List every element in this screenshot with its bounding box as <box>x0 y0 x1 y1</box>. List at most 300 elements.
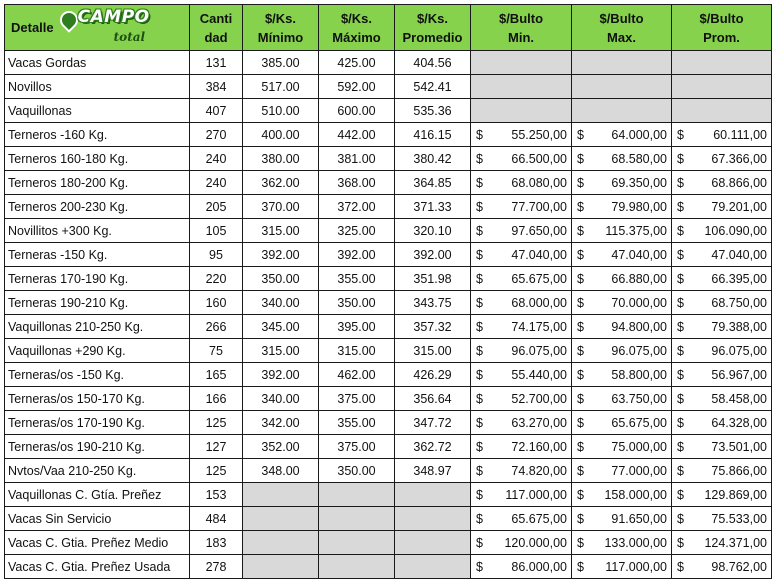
cell-detalle: Terneras 190-210 Kg. <box>5 291 190 315</box>
currency-symbol: $ <box>677 487 684 502</box>
cell-bulto-max <box>572 291 672 315</box>
cell-kg-max: 368.00 <box>319 171 395 195</box>
currency-symbol: $ <box>476 463 483 478</box>
cell-cantidad: 125 <box>190 459 243 483</box>
cell-kg-prom: 347.72 <box>395 411 471 435</box>
table-row <box>5 147 772 171</box>
cell-value: 68.866,00 <box>711 175 767 190</box>
cell-kg-prom: 535.36 <box>395 99 471 123</box>
cell-kg-max: 350.00 <box>319 459 395 483</box>
currency-symbol: $ <box>577 391 584 406</box>
cell-value: 65.675,00 <box>511 271 567 286</box>
currency-symbol: $ <box>577 367 584 382</box>
cell-value: 98.762,00 <box>711 559 767 574</box>
currency-symbol: $ <box>677 511 684 526</box>
cell-value: 47.040,00 <box>711 247 767 262</box>
currency-symbol: $ <box>677 439 684 454</box>
table-row <box>5 339 772 363</box>
currency-symbol: $ <box>677 367 684 382</box>
table-row <box>5 171 772 195</box>
cell-bulto-min <box>471 171 572 195</box>
cell-value: 58.800,00 <box>611 367 667 382</box>
header-kg-max-line1: $/Ks. <box>340 10 373 26</box>
cell-bulto-min-empty <box>471 99 572 123</box>
cell-bulto-prom <box>672 339 772 363</box>
currency-symbol: $ <box>577 223 584 238</box>
cell-cantidad: 160 <box>190 291 243 315</box>
cell-kg-min: 380.00 <box>243 147 319 171</box>
cell-kg-min-empty <box>243 483 319 507</box>
cell-value: 97.650,00 <box>511 223 567 238</box>
cell-bulto-prom <box>672 507 772 531</box>
cell-kg-min: 370.00 <box>243 195 319 219</box>
campo-total-logo <box>60 6 150 47</box>
header-kg-prom-line2: Promedio <box>402 29 463 45</box>
cell-bulto-max <box>572 435 672 459</box>
cell-kg-min: 348.00 <box>243 459 319 483</box>
cell-detalle: Terneras 170-190 Kg. <box>5 267 190 291</box>
cell-kg-prom: 371.33 <box>395 195 471 219</box>
cell-cantidad: 75 <box>190 339 243 363</box>
cell-value: 47.040,00 <box>611 247 667 262</box>
cell-bulto-prom <box>672 363 772 387</box>
cell-value: 60.111,00 <box>713 127 767 142</box>
currency-symbol: $ <box>577 463 584 478</box>
cell-bulto-max <box>572 459 672 483</box>
cell-kg-max: 375.00 <box>319 387 395 411</box>
price-table <box>4 4 772 579</box>
cell-kg-prom-empty <box>395 531 471 555</box>
cell-kg-min: 352.00 <box>243 435 319 459</box>
cell-kg-prom: 320.10 <box>395 219 471 243</box>
cell-bulto-max <box>572 555 672 579</box>
cell-kg-prom: 392.00 <box>395 243 471 267</box>
cell-kg-min: 392.00 <box>243 243 319 267</box>
currency-symbol: $ <box>476 319 483 334</box>
cell-value: 65.675,00 <box>611 415 667 430</box>
cell-bulto-max <box>572 531 672 555</box>
cell-kg-prom: 404.56 <box>395 51 471 75</box>
cell-value: 91.650,00 <box>611 511 667 526</box>
cell-detalle: Vaquillonas +290 Kg. <box>5 339 190 363</box>
currency-symbol: $ <box>577 175 584 190</box>
cell-detalle: Novillitos +300 Kg. <box>5 219 190 243</box>
table-row <box>5 483 772 507</box>
header-kg-prom <box>395 5 471 51</box>
cell-value: 74.820,00 <box>511 463 567 478</box>
cell-value: 64.000,00 <box>611 127 667 142</box>
currency-symbol: $ <box>577 415 584 430</box>
currency-symbol: $ <box>476 247 483 262</box>
cell-kg-prom: 362.72 <box>395 435 471 459</box>
table-row <box>5 507 772 531</box>
cell-bulto-max <box>572 195 672 219</box>
currency-symbol: $ <box>476 151 483 166</box>
cell-kg-max: 425.00 <box>319 51 395 75</box>
currency-symbol: $ <box>577 343 584 358</box>
header-detalle-label: Detalle <box>11 20 54 35</box>
currency-symbol: $ <box>476 175 483 190</box>
cell-detalle: Terneros 180-200 Kg. <box>5 171 190 195</box>
cell-kg-min-empty <box>243 507 319 531</box>
currency-symbol: $ <box>677 391 684 406</box>
cell-value: 77.700,00 <box>511 199 567 214</box>
header-row <box>5 5 772 51</box>
cell-kg-prom: 315.00 <box>395 339 471 363</box>
currency-symbol: $ <box>577 511 584 526</box>
cell-value: 75.533,00 <box>711 511 767 526</box>
cell-kg-max: 315.00 <box>319 339 395 363</box>
header-bulto-max <box>572 5 672 51</box>
cell-bulto-prom <box>672 171 772 195</box>
cell-kg-max: 375.00 <box>319 435 395 459</box>
cell-bulto-prom <box>672 147 772 171</box>
cell-kg-prom: 356.64 <box>395 387 471 411</box>
cell-kg-max: 600.00 <box>319 99 395 123</box>
cell-bulto-min <box>471 363 572 387</box>
cell-value: 96.075,00 <box>711 343 767 358</box>
currency-symbol: $ <box>677 151 684 166</box>
cell-bulto-prom <box>672 315 772 339</box>
cell-bulto-prom <box>672 483 772 507</box>
cell-cantidad: 270 <box>190 123 243 147</box>
cell-kg-prom: 348.97 <box>395 459 471 483</box>
header-kg-min <box>243 5 319 51</box>
table-row <box>5 243 772 267</box>
cell-bulto-prom <box>672 243 772 267</box>
cell-detalle: Vaquillonas <box>5 99 190 123</box>
cell-detalle: Vacas C. Gtia. Preñez Medio <box>5 531 190 555</box>
cell-detalle: Terneras/os 150-170 Kg. <box>5 387 190 411</box>
header-bulto-prom-line1: $/Bulto <box>699 10 744 26</box>
cell-value: 79.388,00 <box>711 319 767 334</box>
cell-bulto-prom-empty <box>672 99 772 123</box>
currency-symbol: $ <box>476 367 483 382</box>
cell-value: 124.371,00 <box>704 535 767 550</box>
cell-bulto-max <box>572 243 672 267</box>
cell-kg-max-empty <box>319 507 395 531</box>
table-row <box>5 123 772 147</box>
cell-bulto-min <box>471 243 572 267</box>
cell-value: 74.175,00 <box>511 319 567 334</box>
currency-symbol: $ <box>577 319 584 334</box>
cell-value: 96.075,00 <box>611 343 667 358</box>
table-row <box>5 291 772 315</box>
cell-value: 96.075,00 <box>511 343 567 358</box>
cell-bulto-min <box>471 435 572 459</box>
cell-bulto-max <box>572 387 672 411</box>
currency-symbol: $ <box>677 223 684 238</box>
table-row <box>5 531 772 555</box>
cell-kg-min: 340.00 <box>243 387 319 411</box>
price-table-container <box>4 4 772 579</box>
cell-value: 55.250,00 <box>511 127 567 142</box>
cell-bulto-prom-empty <box>672 75 772 99</box>
cell-kg-prom: 343.75 <box>395 291 471 315</box>
cell-kg-min: 510.00 <box>243 99 319 123</box>
cell-kg-max-empty <box>319 531 395 555</box>
cell-bulto-prom <box>672 387 772 411</box>
currency-symbol: $ <box>476 535 483 550</box>
cell-detalle: Terneras -150 Kg. <box>5 243 190 267</box>
cell-kg-min-empty <box>243 531 319 555</box>
table-row <box>5 315 772 339</box>
cell-cantidad: 127 <box>190 435 243 459</box>
cell-bulto-min <box>471 459 572 483</box>
header-bulto-max-line1: $/Bulto <box>599 10 644 26</box>
cell-bulto-max-empty <box>572 51 672 75</box>
header-cantidad-line1: Canti <box>199 10 233 26</box>
cell-bulto-prom <box>672 459 772 483</box>
cell-kg-prom: 426.29 <box>395 363 471 387</box>
table-row <box>5 435 772 459</box>
cell-bulto-min <box>471 555 572 579</box>
cell-bulto-max-empty <box>572 75 672 99</box>
table-row <box>5 459 772 483</box>
cell-value: 66.500,00 <box>511 151 567 166</box>
cell-value: 120.000,00 <box>504 535 567 550</box>
cell-kg-max: 462.00 <box>319 363 395 387</box>
table-row <box>5 51 772 75</box>
currency-symbol: $ <box>577 559 584 574</box>
cell-cantidad: 240 <box>190 171 243 195</box>
cell-cantidad: 165 <box>190 363 243 387</box>
cell-value: 47.040,00 <box>511 247 567 262</box>
currency-symbol: $ <box>577 151 584 166</box>
cell-bulto-min <box>471 195 572 219</box>
currency-symbol: $ <box>677 271 684 286</box>
currency-symbol: $ <box>577 295 584 310</box>
cell-value: 73.501,00 <box>711 439 767 454</box>
cell-bulto-min <box>471 291 572 315</box>
cell-cantidad: 220 <box>190 267 243 291</box>
currency-symbol: $ <box>677 199 684 214</box>
cell-kg-min: 345.00 <box>243 315 319 339</box>
currency-symbol: $ <box>476 343 483 358</box>
currency-symbol: $ <box>476 487 483 502</box>
currency-symbol: $ <box>476 415 483 430</box>
cell-cantidad: 384 <box>190 75 243 99</box>
cell-cantidad: 407 <box>190 99 243 123</box>
cell-kg-min: 342.00 <box>243 411 319 435</box>
cell-bulto-min <box>471 219 572 243</box>
cell-value: 70.000,00 <box>611 295 667 310</box>
cell-kg-max-empty <box>319 555 395 579</box>
cell-cantidad: 266 <box>190 315 243 339</box>
table-row <box>5 387 772 411</box>
cell-value: 66.395,00 <box>711 271 767 286</box>
cell-bulto-prom <box>672 411 772 435</box>
cell-detalle: Terneros 160-180 Kg. <box>5 147 190 171</box>
currency-symbol: $ <box>677 343 684 358</box>
cell-detalle: Vacas C. Gtia. Preñez Usada <box>5 555 190 579</box>
cell-detalle: Terneros 200-230 Kg. <box>5 195 190 219</box>
cell-bulto-max <box>572 123 672 147</box>
header-kg-prom-line1: $/Ks. <box>416 10 449 26</box>
cell-bulto-prom <box>672 195 772 219</box>
cell-value: 67.366,00 <box>711 151 767 166</box>
cell-value: 58.458,00 <box>711 391 767 406</box>
cell-value: 68.580,00 <box>611 151 667 166</box>
cell-kg-prom: 351.98 <box>395 267 471 291</box>
currency-symbol: $ <box>677 247 684 262</box>
cell-value: 133.000,00 <box>604 535 667 550</box>
currency-symbol: $ <box>677 463 684 478</box>
currency-symbol: $ <box>677 319 684 334</box>
header-kg-min-line2: Mínimo <box>257 29 304 45</box>
currency-symbol: $ <box>577 535 584 550</box>
cell-kg-max-empty <box>319 483 395 507</box>
header-bulto-prom-line2: Prom. <box>703 29 740 45</box>
cell-value: 68.080,00 <box>511 175 567 190</box>
logo-word-campo: CAMPO <box>77 6 150 27</box>
cell-kg-prom: 380.42 <box>395 147 471 171</box>
cell-kg-max: 442.00 <box>319 123 395 147</box>
cell-bulto-max <box>572 147 672 171</box>
currency-symbol: $ <box>577 199 584 214</box>
cell-bulto-max <box>572 507 672 531</box>
cell-kg-prom-empty <box>395 507 471 531</box>
currency-symbol: $ <box>677 175 684 190</box>
cell-value: 65.675,00 <box>511 511 567 526</box>
cell-bulto-min <box>471 411 572 435</box>
cell-kg-prom-empty <box>395 483 471 507</box>
cell-bulto-max-empty <box>572 99 672 123</box>
cell-value: 106.090,00 <box>704 223 767 238</box>
cell-value: 75.866,00 <box>711 463 767 478</box>
header-detalle <box>5 5 190 51</box>
cell-value: 117.000,00 <box>505 487 567 502</box>
cell-value: 69.350,00 <box>611 175 667 190</box>
cell-kg-prom: 416.15 <box>395 123 471 147</box>
cell-cantidad: 240 <box>190 147 243 171</box>
cell-kg-prom-empty <box>395 555 471 579</box>
currency-symbol: $ <box>677 295 684 310</box>
header-bulto-min-line1: $/Bulto <box>498 10 544 26</box>
currency-symbol: $ <box>677 559 684 574</box>
currency-symbol: $ <box>476 439 483 454</box>
cell-kg-min: 340.00 <box>243 291 319 315</box>
table-row <box>5 219 772 243</box>
cell-kg-max: 350.00 <box>319 291 395 315</box>
currency-symbol: $ <box>577 271 584 286</box>
header-kg-max-line2: Máximo <box>332 29 381 45</box>
cell-bulto-min-empty <box>471 51 572 75</box>
cell-bulto-prom <box>672 531 772 555</box>
cell-value: 55.440,00 <box>511 367 567 382</box>
cell-bulto-prom <box>672 555 772 579</box>
table-row <box>5 267 772 291</box>
cell-kg-min: 400.00 <box>243 123 319 147</box>
cell-kg-min: 350.00 <box>243 267 319 291</box>
table-row <box>5 363 772 387</box>
cell-cantidad: 205 <box>190 195 243 219</box>
currency-symbol: $ <box>476 223 483 238</box>
cell-bulto-max <box>572 171 672 195</box>
cell-bulto-min <box>471 507 572 531</box>
cell-cantidad: 131 <box>190 51 243 75</box>
currency-symbol: $ <box>476 391 483 406</box>
cell-detalle: Terneras/os 170-190 Kg. <box>5 411 190 435</box>
cell-kg-min: 315.00 <box>243 339 319 363</box>
cell-bulto-min <box>471 339 572 363</box>
cell-value: 68.750,00 <box>711 295 767 310</box>
table-row <box>5 555 772 579</box>
cell-kg-min: 385.00 <box>243 51 319 75</box>
cell-value: 64.328,00 <box>711 415 767 430</box>
cell-kg-max: 355.00 <box>319 411 395 435</box>
cell-kg-min: 517.00 <box>243 75 319 99</box>
cell-kg-min: 392.00 <box>243 363 319 387</box>
header-bulto-min-line2: Min. <box>508 29 534 45</box>
cell-value: 68.000,00 <box>511 295 567 310</box>
cell-detalle: Vacas Sin Servicio <box>5 507 190 531</box>
cell-bulto-prom <box>672 219 772 243</box>
header-cantidad-line2: dad <box>204 29 228 45</box>
currency-symbol: $ <box>476 511 483 526</box>
cell-bulto-prom <box>672 291 772 315</box>
header-bulto-min <box>471 5 572 51</box>
cell-detalle: Terneras/os -150 Kg. <box>5 363 190 387</box>
cell-bulto-prom <box>672 435 772 459</box>
currency-symbol: $ <box>577 439 584 454</box>
cell-kg-max: 392.00 <box>319 243 395 267</box>
cell-value: 63.750,00 <box>611 391 667 406</box>
cell-bulto-max <box>572 267 672 291</box>
cell-kg-max: 372.00 <box>319 195 395 219</box>
table-body <box>5 51 772 579</box>
cell-bulto-max <box>572 411 672 435</box>
cell-cantidad: 153 <box>190 483 243 507</box>
cell-value: 129.869,00 <box>704 487 767 502</box>
currency-symbol: $ <box>476 295 483 310</box>
cell-kg-max: 592.00 <box>319 75 395 99</box>
table-row <box>5 99 772 123</box>
cell-cantidad: 125 <box>190 411 243 435</box>
cell-bulto-min <box>471 387 572 411</box>
currency-symbol: $ <box>577 127 584 142</box>
table-row <box>5 75 772 99</box>
cell-kg-prom: 357.32 <box>395 315 471 339</box>
cell-cantidad: 105 <box>190 219 243 243</box>
header-cantidad <box>190 5 243 51</box>
cell-kg-prom: 364.85 <box>395 171 471 195</box>
header-bulto-prom <box>672 5 772 51</box>
currency-symbol: $ <box>476 199 483 214</box>
cell-value: 79.980,00 <box>611 199 667 214</box>
cell-value: 86.000,00 <box>511 559 567 574</box>
cell-bulto-max <box>572 219 672 243</box>
cell-bulto-min <box>471 123 572 147</box>
cell-kg-max: 395.00 <box>319 315 395 339</box>
cell-cantidad: 166 <box>190 387 243 411</box>
cell-kg-max: 325.00 <box>319 219 395 243</box>
cell-kg-min-empty <box>243 555 319 579</box>
cell-detalle: Vaquillonas C. Gtía. Preñez <box>5 483 190 507</box>
cell-bulto-prom <box>672 123 772 147</box>
logo-word-total: total <box>113 29 146 44</box>
currency-symbol: $ <box>476 127 483 142</box>
cell-value: 158.000,00 <box>604 487 667 502</box>
cell-bulto-min <box>471 147 572 171</box>
currency-symbol: $ <box>476 559 483 574</box>
header-kg-max <box>319 5 395 51</box>
cell-cantidad: 95 <box>190 243 243 267</box>
currency-symbol: $ <box>476 271 483 286</box>
cell-value: 52.700,00 <box>511 391 567 406</box>
table-row <box>5 411 772 435</box>
cell-value: 63.270,00 <box>511 415 567 430</box>
